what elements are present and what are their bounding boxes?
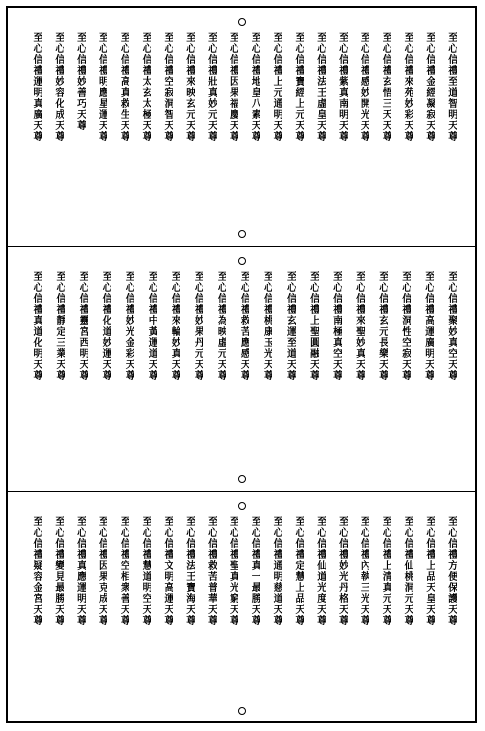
text-column: 至心信禮至道智明天尊 bbox=[445, 32, 457, 142]
text-column: 至心信禮因果克成天尊 bbox=[96, 516, 108, 626]
text-column: 至心信禮為映虛元天尊 bbox=[215, 271, 227, 381]
text-column: 至心信禮玄悟三天天尊 bbox=[380, 32, 392, 142]
text-column: 至心信禮上元通明天尊 bbox=[271, 32, 283, 142]
text-column: 至心信禮法王虛皇天尊 bbox=[314, 32, 326, 142]
column-group bbox=[30, 32, 457, 224]
column-group bbox=[30, 516, 457, 701]
circle-mark bbox=[238, 502, 246, 510]
text-column: 至心信禮聖真光窮天尊 bbox=[227, 516, 239, 626]
text-column: 至心信禮明應星運天尊 bbox=[96, 32, 108, 142]
text-column: 至心信禮上品天皇天尊 bbox=[423, 516, 435, 626]
text-column: 至心信禮紫真南明天尊 bbox=[336, 32, 348, 142]
circle-mark bbox=[238, 257, 246, 265]
text-column: 至心信禮疑容金宮天尊 bbox=[31, 516, 42, 626]
page-frame bbox=[6, 6, 477, 723]
text-column: 至心信禮感妙開光天尊 bbox=[358, 32, 370, 142]
text-column: 至心信禮來聖妙真天尊 bbox=[353, 271, 365, 381]
text-column: 至心信禮玄運至道天尊 bbox=[284, 271, 296, 381]
circle-mark bbox=[238, 230, 246, 238]
text-column: 至心信禮桃康玉光天尊 bbox=[261, 271, 273, 381]
text-column: 至心信禮高運廣明天尊 bbox=[422, 271, 434, 381]
text-column: 至心信禮仙桃洞元天尊 bbox=[402, 516, 414, 626]
text-column: 至心信禮仙道光度天尊 bbox=[314, 516, 326, 626]
text-column: 至心信禮方便保護天尊 bbox=[445, 516, 457, 626]
text-column: 至心信禮運明真廣天尊 bbox=[31, 32, 42, 142]
circle-mark bbox=[238, 475, 246, 483]
circle-mark bbox=[238, 18, 246, 26]
text-column: 至心信禮高真救生天尊 bbox=[118, 32, 130, 142]
text-column: 至心信禮太玄太極天尊 bbox=[140, 32, 152, 142]
text-block-3 bbox=[8, 491, 475, 723]
text-column: 至心信禮地皇八素天尊 bbox=[249, 32, 261, 142]
text-column: 至心信禮中黃運道天尊 bbox=[146, 271, 158, 381]
text-column: 至心信禮妙光金彩天尊 bbox=[123, 271, 135, 381]
text-column: 至心信禮文明高運天尊 bbox=[161, 516, 173, 626]
text-column: 至心信禮妙光丹格天尊 bbox=[336, 516, 348, 626]
text-column: 至心信禮空寂洞智天尊 bbox=[161, 32, 173, 142]
text-column: 至心信禮因果福慶天尊 bbox=[227, 32, 239, 142]
text-column: 至心信禮金經凝寂天尊 bbox=[423, 32, 435, 142]
text-column: 至心信禮壯真妙元天尊 bbox=[205, 32, 217, 142]
text-column: 至心信禮上清真元天尊 bbox=[380, 516, 392, 626]
text-column: 至心信禮法王寶海天尊 bbox=[183, 516, 195, 626]
text-column: 至心信禮通明慈道天尊 bbox=[271, 516, 283, 626]
text-column: 至心信禮寶經上元天尊 bbox=[292, 32, 304, 142]
text-column: 至心信禮慧道明空天尊 bbox=[140, 516, 152, 626]
text-column: 至心信禮救苦應感天尊 bbox=[238, 271, 250, 381]
text-column: 至心信禮來映玄元天尊 bbox=[183, 32, 195, 142]
circle-mark bbox=[238, 707, 246, 715]
text-column: 至心信禮真道化明天尊 bbox=[31, 271, 42, 381]
text-column: 至心信禮上聖圓融天尊 bbox=[307, 271, 319, 381]
text-column: 至心信禮來輪妙真天尊 bbox=[169, 271, 181, 381]
column-group bbox=[30, 271, 457, 469]
text-column: 至心信禮來苑妙彩天尊 bbox=[402, 32, 414, 142]
text-column: 至心信禮救苦普華天尊 bbox=[205, 516, 217, 626]
text-column: 至心信禮空相衆善天尊 bbox=[118, 516, 130, 626]
text-column: 至心信禮洞性空寂天尊 bbox=[399, 271, 411, 381]
text-column: 至心信禮靜定三業天尊 bbox=[54, 271, 66, 381]
text-column: 至心信禮內執三光天尊 bbox=[358, 516, 370, 626]
text-column: 至心信禮南極真空天尊 bbox=[330, 271, 342, 381]
text-block-1 bbox=[8, 8, 475, 246]
text-column: 至心信禮變見最勝天尊 bbox=[52, 516, 64, 626]
text-column: 至心信禮妙善巧天尊 bbox=[74, 32, 86, 131]
text-column: 至心信禮真應運明天尊 bbox=[74, 516, 86, 626]
text-column: 至心信禮聚妙真空天尊 bbox=[445, 271, 457, 381]
text-column: 至心信禮妙容化成天尊 bbox=[52, 32, 64, 142]
text-column: 至心信禮定慧上品天尊 bbox=[292, 516, 304, 626]
text-block-2 bbox=[8, 246, 475, 491]
text-column: 至心信禮真一最勝天尊 bbox=[249, 516, 261, 626]
text-column: 至心信禮玄元長樂天尊 bbox=[376, 271, 388, 381]
text-column: 至心信禮靈宮西明天尊 bbox=[77, 271, 89, 381]
text-column: 至心信禮化道妙運天尊 bbox=[100, 271, 112, 381]
text-column: 至心信禮妙果丹元天尊 bbox=[192, 271, 204, 381]
